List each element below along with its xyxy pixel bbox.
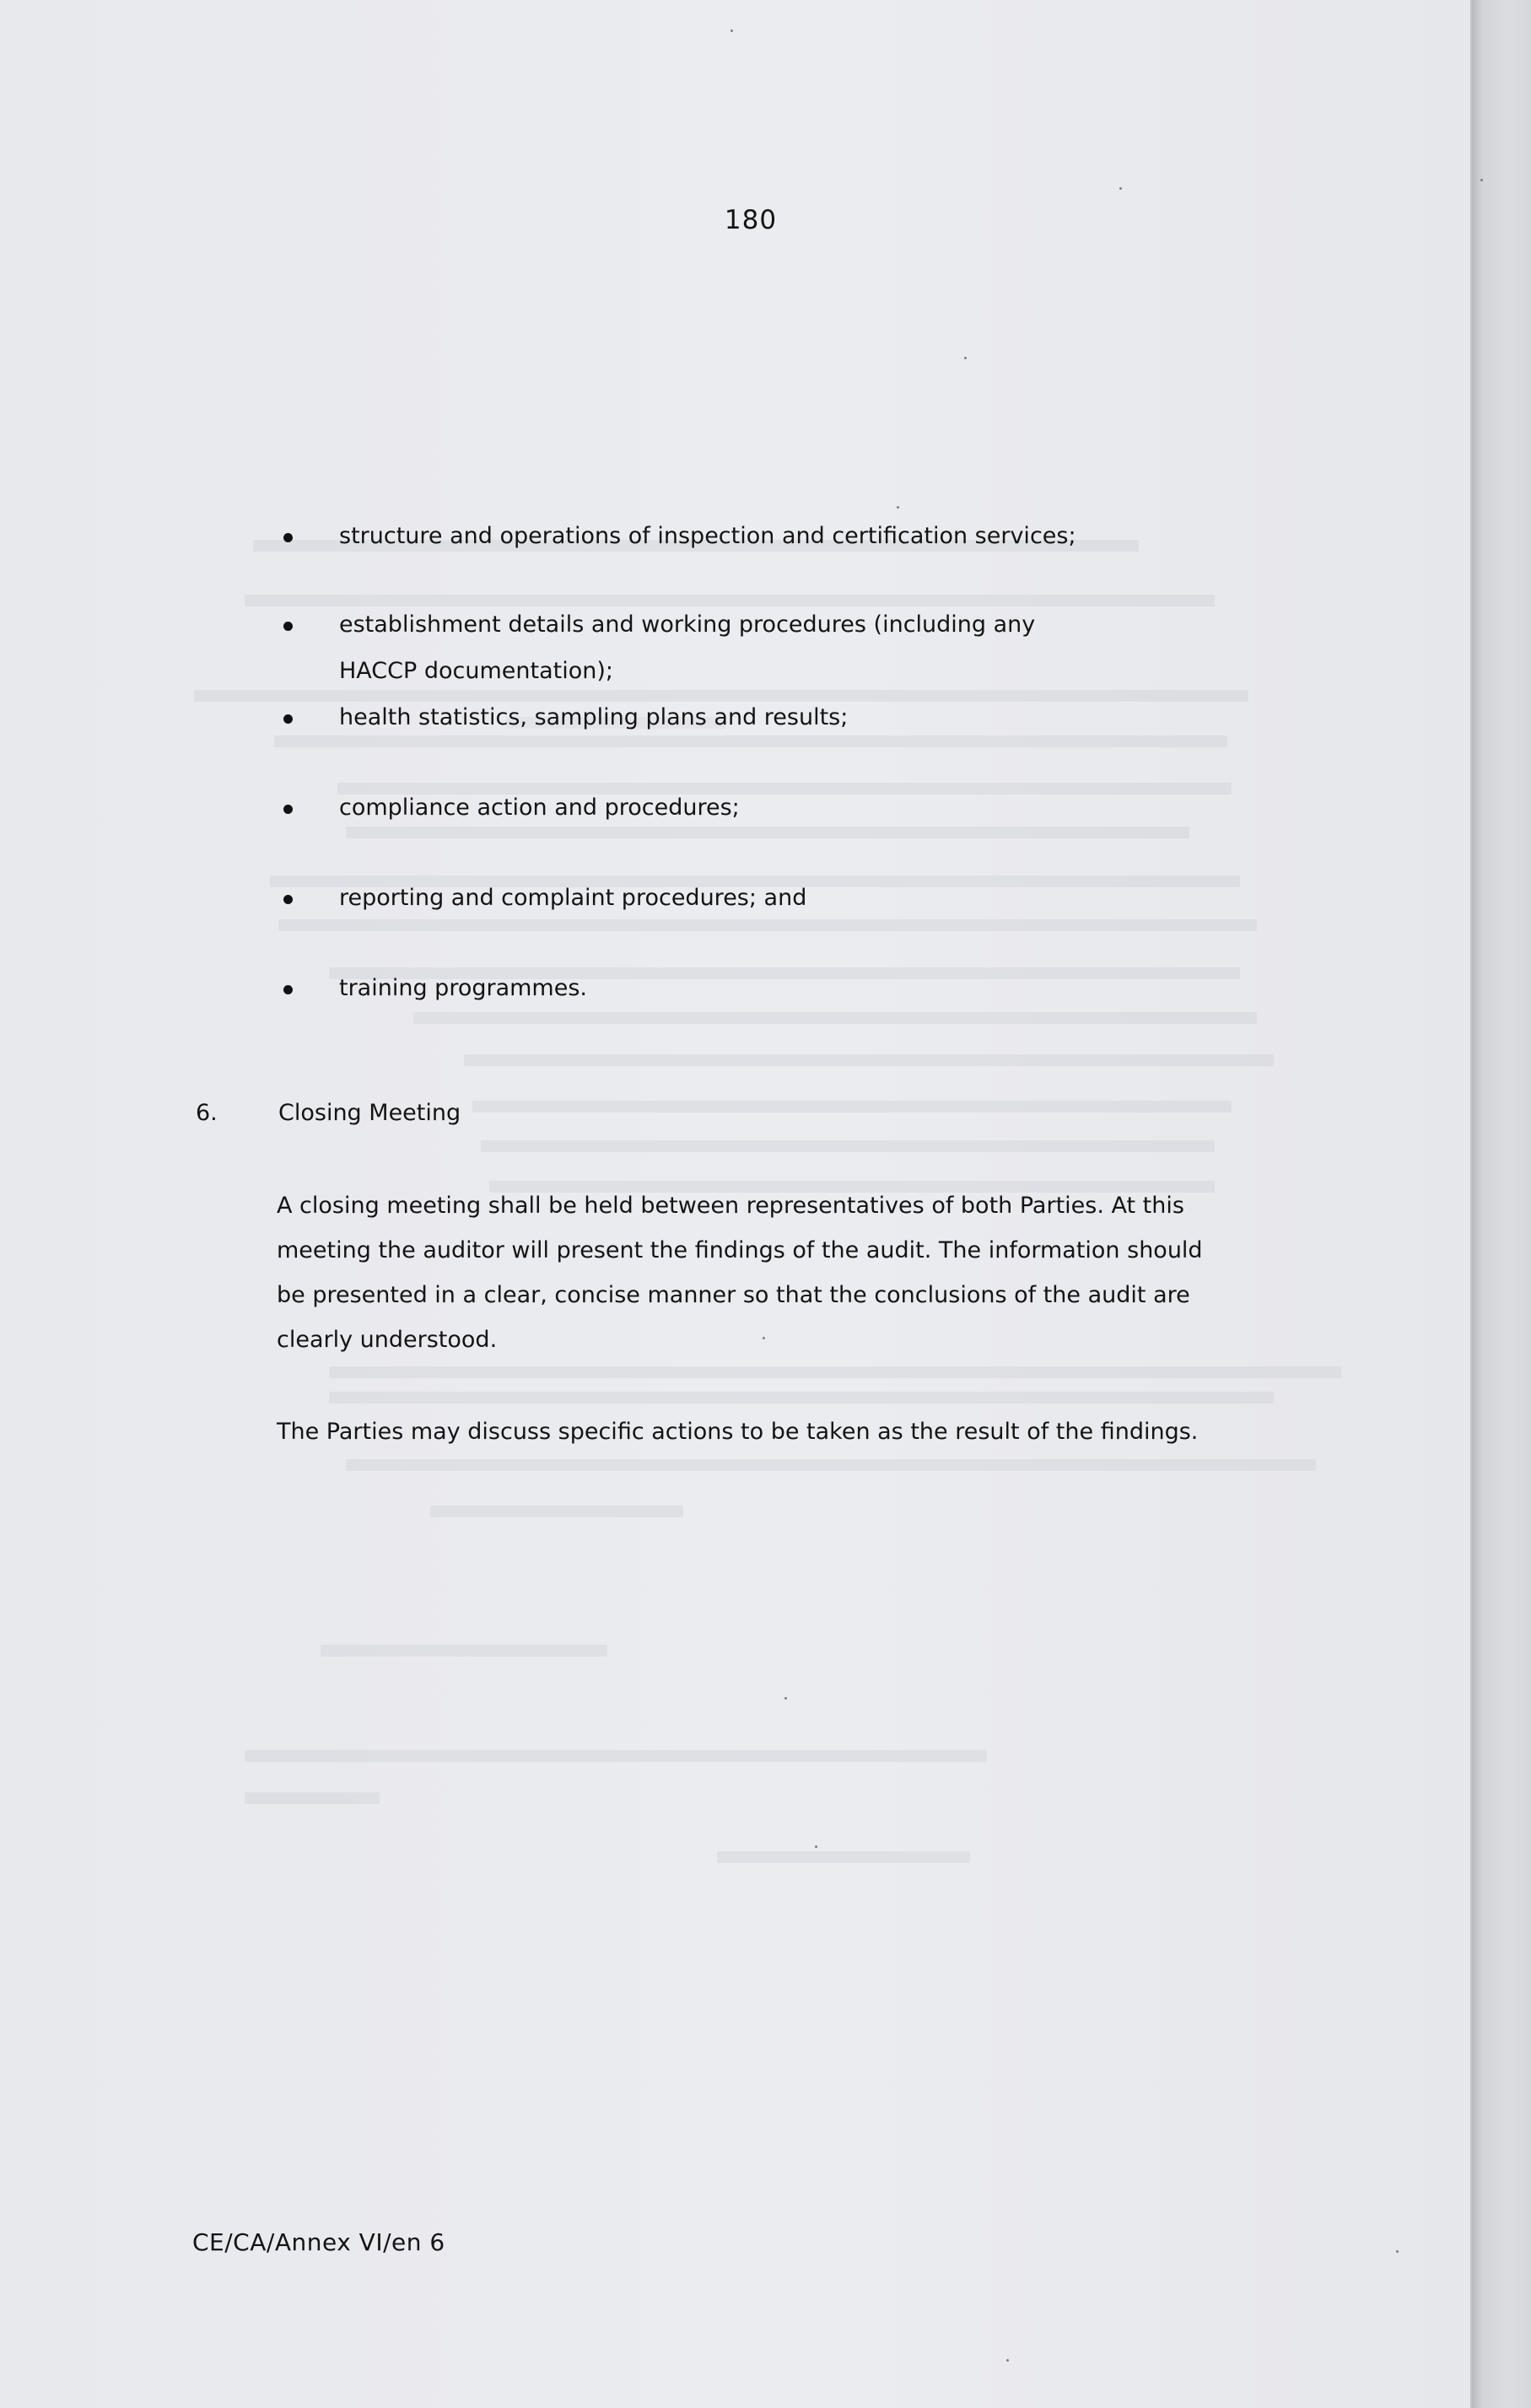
paragraph-line: The Parties may discuss specific actions to be taken as the result of the findings. — [277, 1419, 1199, 1445]
bullet-list — [278, 513, 1076, 1011]
bullet-icon — [283, 985, 293, 994]
paragraph-line: meeting the auditor will present the findings of the audit. The information should — [277, 1237, 1203, 1263]
page-edge-shadow — [1472, 0, 1531, 2408]
bullet-icon — [283, 622, 293, 631]
list-item — [278, 965, 1076, 1011]
bullet-icon — [283, 714, 293, 724]
section-title: Closing Meeting — [278, 1100, 461, 1126]
paper-speck — [815, 1845, 817, 1848]
list-item — [278, 601, 1076, 694]
bullet-icon — [283, 533, 293, 542]
paragraph-line: be presented in a clear, concise manner so that the conclusions of the audit are — [277, 1282, 1190, 1308]
paper-speck — [964, 357, 967, 359]
list-item — [278, 784, 1076, 831]
list-item-text: reporting and complaint procedures; and — [339, 885, 807, 911]
paper-speck — [897, 506, 899, 509]
paper-speck — [1396, 2250, 1399, 2253]
paper-speck — [1480, 179, 1483, 181]
list-item-text: establishment details and working procedures (including any — [339, 611, 1036, 638]
list-item-text: structure and operations of inspection and certification services; — [339, 523, 1076, 549]
bullet-icon — [283, 805, 293, 814]
paper-speck — [1006, 2359, 1009, 2362]
paragraph-line: A closing meeting shall be held between representatives of both Parties. At this — [277, 1193, 1184, 1219]
section-number: 6. — [196, 1100, 218, 1126]
list-item — [278, 694, 1076, 741]
list-item — [278, 875, 1076, 921]
section-heading — [196, 1092, 461, 1134]
list-item-text: compliance action and procedures; — [339, 795, 740, 821]
list-item-text: training programmes. — [339, 975, 587, 1001]
bullet-icon — [283, 895, 293, 904]
document-reference-footer: CE/CA/Annex VI/en 6 — [192, 2228, 445, 2256]
paragraph — [277, 1409, 1289, 1454]
paper-speck — [730, 30, 733, 32]
list-item-text: health statistics, sampling plans and results; — [339, 704, 849, 730]
paper-speck — [1119, 187, 1122, 190]
paper-speck — [784, 1697, 787, 1700]
list-item-text: HACCP documentation); — [339, 658, 613, 684]
list-item — [278, 513, 1076, 559]
paragraph — [277, 1183, 1289, 1362]
page-number: 180 — [724, 205, 778, 235]
paper-speck — [763, 1337, 765, 1339]
paragraph-line: clearly understood. — [277, 1327, 498, 1353]
